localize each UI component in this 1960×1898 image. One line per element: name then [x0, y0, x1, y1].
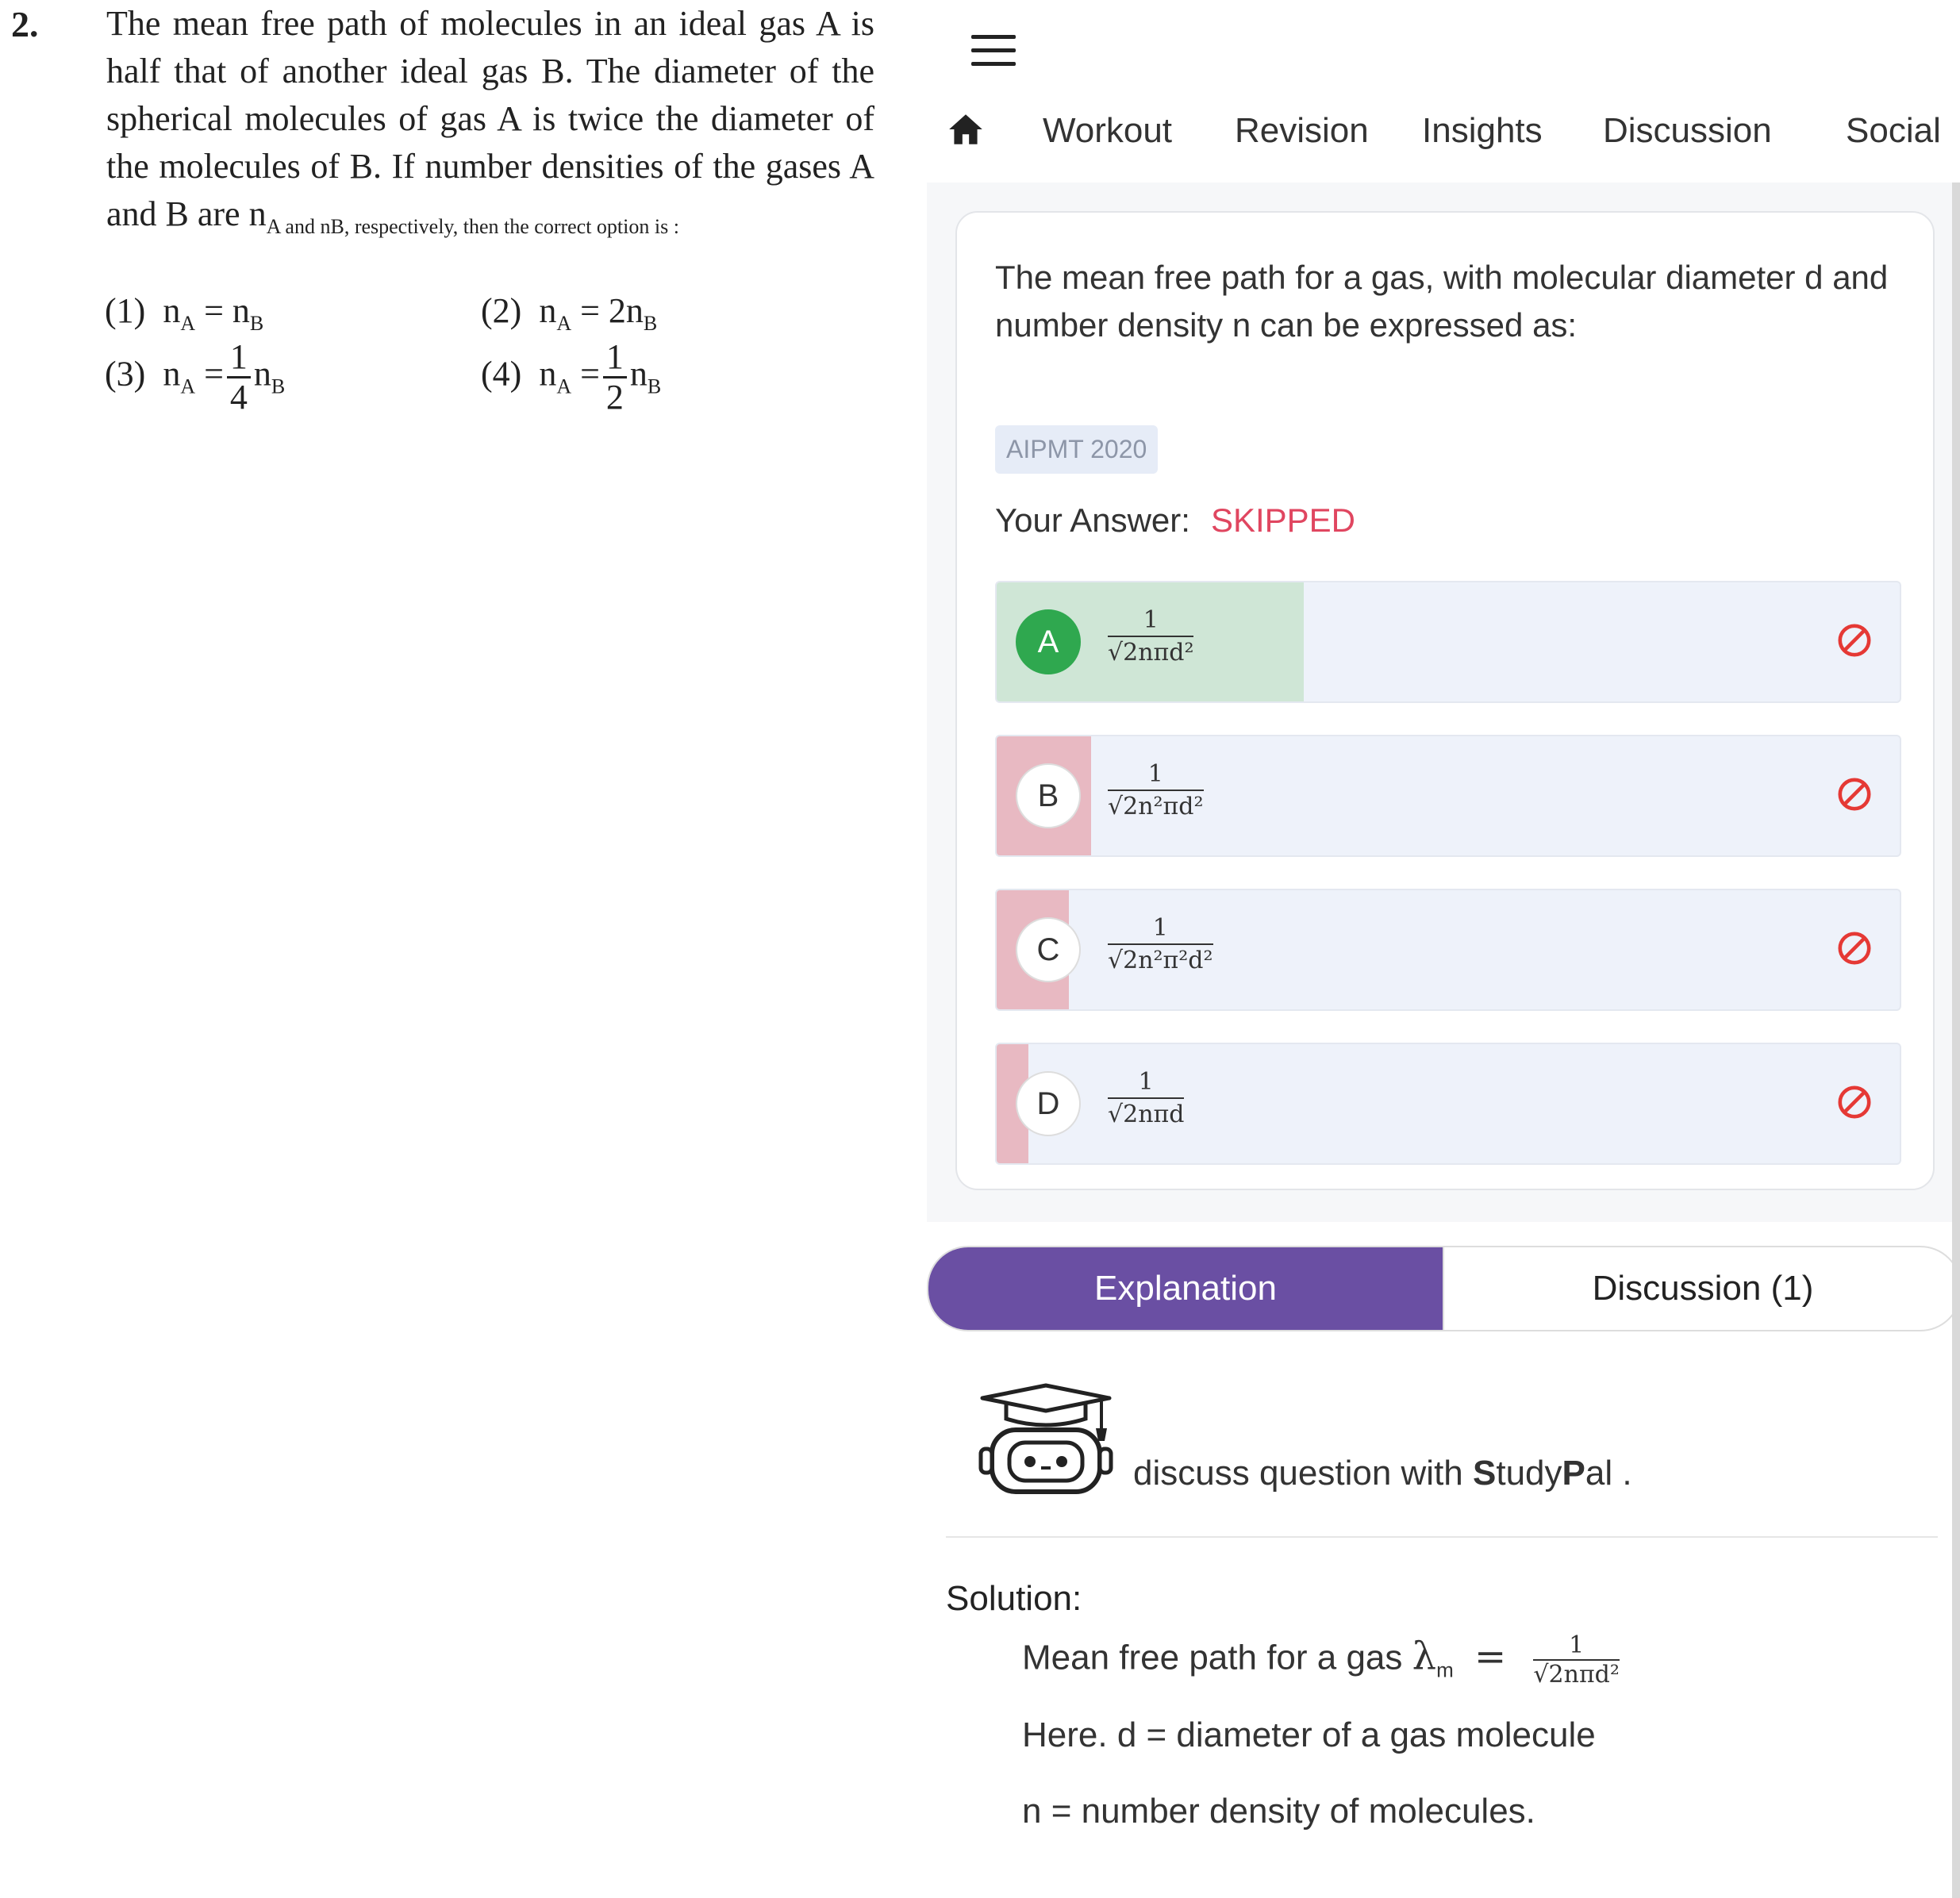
studypal-suffix: . [1612, 1454, 1632, 1493]
your-answer [995, 501, 1355, 540]
print-fraction [603, 337, 627, 417]
tab-discussion[interactable]: Discussion (1) [1443, 1247, 1960, 1330]
studypal-al: al [1585, 1454, 1613, 1493]
print-option-rsub: B [249, 311, 264, 335]
option-formula [1108, 914, 1213, 974]
nav-item-revision[interactable]: Revision [1235, 111, 1369, 150]
print-option-label: (1) [105, 291, 146, 330]
print-option-eq: = [204, 354, 224, 394]
solution-formula [1533, 1631, 1619, 1689]
print-option-rsub: B [271, 375, 286, 398]
nav-item-discussion[interactable]: Discussion [1603, 111, 1772, 150]
question-text [106, 0, 874, 251]
formula-numerator: 1 [1108, 606, 1193, 637]
option-formula [1108, 1068, 1184, 1128]
print-option-lsub: A [180, 375, 196, 398]
print-option-label: (4) [481, 354, 522, 394]
nav-item-insights[interactable]: Insights [1422, 111, 1543, 150]
home-icon[interactable] [946, 110, 986, 149]
print-option-eq: = n [204, 291, 250, 330]
formula-denominator: √2n²πd² [1108, 793, 1204, 820]
print-option-rsub: B [643, 311, 658, 335]
option-letter: B [1016, 763, 1081, 828]
print-option-2 [481, 290, 657, 336]
studypal-p: P [1562, 1454, 1585, 1493]
print-option-lhs: n [539, 291, 557, 330]
print-option-lsub: A [556, 375, 572, 398]
option-a[interactable] [995, 581, 1901, 703]
option-letter: D [1016, 1071, 1081, 1136]
formula-numerator: 1 [1108, 914, 1213, 945]
ban-icon [1836, 776, 1873, 813]
ban-icon [1836, 930, 1873, 966]
question-panel [927, 182, 1952, 1222]
explanation-tabs [927, 1246, 1960, 1331]
print-fraction [227, 337, 251, 417]
print-option-3 [105, 337, 286, 417]
option-b[interactable] [995, 735, 1901, 857]
nav-item-workout[interactable]: Workout [1043, 111, 1173, 150]
fraction-numerator: 1 [603, 340, 627, 378]
fraction-numerator: 1 [227, 340, 251, 378]
studypal-s: S [1473, 1454, 1497, 1493]
studypal-prefix: discuss question with [1133, 1454, 1473, 1493]
studypal-tudy: tudy [1496, 1454, 1562, 1493]
solution-line-1 [1022, 1631, 1620, 1689]
print-option-rsub: B [647, 375, 662, 398]
question-card-text: The mean free path for a gas, with molecular diameter d and number density n can be expressed as: [995, 259, 1889, 344]
solution-eq: = [1474, 1634, 1507, 1679]
question-card [955, 211, 1935, 1190]
answer-label: Your Answer: [995, 501, 1190, 539]
ban-icon [1836, 1084, 1873, 1120]
print-option-lsub: A [556, 311, 572, 335]
formula-denominator: √2n²π²d² [1108, 947, 1213, 974]
print-option-lsub: A [180, 311, 196, 335]
option-formula [1108, 760, 1204, 820]
print-option-lhs: n [163, 354, 181, 394]
option-formula [1108, 606, 1193, 667]
divider [946, 1536, 1938, 1538]
print-option-label: (2) [481, 291, 522, 330]
formula-numerator: 1 [1108, 760, 1204, 791]
ban-icon [1836, 622, 1873, 659]
question-number: 2. [11, 4, 39, 44]
option-letter: C [1016, 917, 1081, 982]
print-option-lhs: n [163, 291, 181, 330]
answer-status: SKIPPED [1210, 501, 1356, 539]
nav-item-social[interactable]: Social [1846, 111, 1941, 150]
question-text-main: The mean free path of molecules in an ideal gas A is half that of another ideal gas B. The diameter of the spherical molecules of gas A is twice the diameter of the molecules of B. If number densities of the gases A and B are n [106, 4, 874, 233]
menu-icon[interactable] [971, 35, 1016, 67]
option-d[interactable] [995, 1043, 1901, 1165]
question-text-tail2: B, respectively, then the correct option is : [330, 214, 679, 238]
print-option-eq: = [580, 354, 600, 394]
print-option-4 [481, 337, 662, 417]
top-nav [927, 95, 1960, 185]
exam-tag: AIPMT 2020 [995, 425, 1158, 474]
lambda-subscript: m [1436, 1658, 1454, 1682]
print-option-rhs: n [253, 354, 271, 394]
print-option-eq: = 2n [580, 291, 644, 330]
print-option-label: (3) [105, 354, 146, 394]
formula-numerator: 1 [1533, 1631, 1619, 1661]
app-panel [927, 0, 1960, 1898]
print-option-rhs: n [629, 354, 648, 394]
question-text-tail: A and n [266, 214, 331, 238]
formula-denominator: √2nπd² [1533, 1661, 1620, 1689]
formula-denominator: √2nπd [1108, 1101, 1185, 1128]
fraction-denominator: 2 [605, 378, 624, 417]
solution-heading: Solution: [946, 1579, 1082, 1618]
solution-line1-text: Mean free path for a gas [1022, 1638, 1412, 1677]
formula-numerator: 1 [1108, 1068, 1184, 1099]
scrollbar[interactable] [1952, 182, 1960, 1898]
option-letter: A [1016, 609, 1081, 674]
print-option-lhs: n [539, 354, 557, 394]
studypal-prompt[interactable] [1133, 1454, 1632, 1493]
fraction-denominator: 4 [229, 378, 248, 417]
tab-explanation[interactable]: Explanation [928, 1247, 1443, 1330]
solution-line-3: n = number density of molecules. [1022, 1792, 1535, 1831]
formula-denominator: √2nπd² [1108, 639, 1194, 667]
option-c[interactable] [995, 889, 1901, 1011]
studypal-robot-icon[interactable] [974, 1381, 1117, 1500]
lambda-symbol: λ [1412, 1634, 1437, 1679]
print-option-1 [105, 290, 263, 336]
printed-question [0, 0, 905, 1898]
solution-line-2: Here. d = diameter of a gas molecule [1022, 1716, 1596, 1754]
